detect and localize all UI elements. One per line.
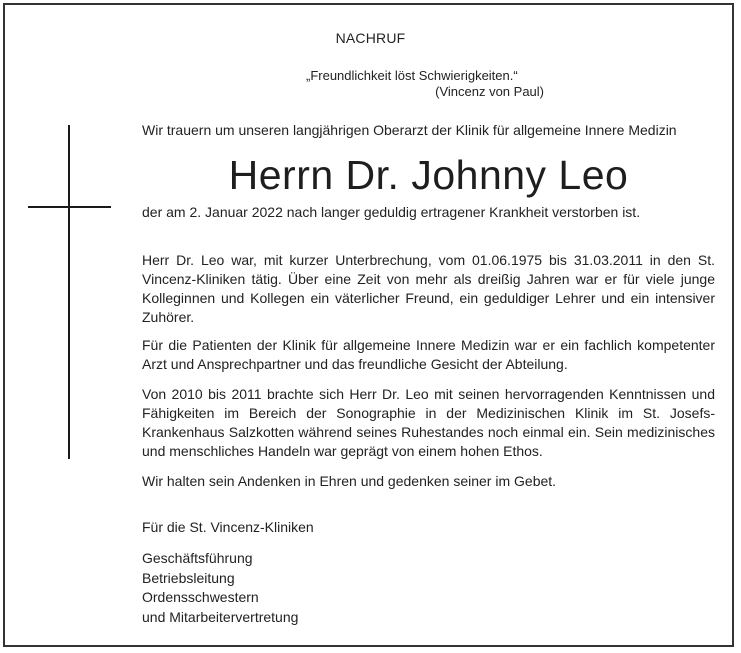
- deceased-name: Herrn Dr. Johnny Leo: [228, 152, 629, 198]
- cross-horizontal-bar: [28, 206, 111, 208]
- quote-text: „Freundlichkeit löst Schwierigkeiten.“: [306, 68, 518, 83]
- paragraph-sonography: Von 2010 bis 2011 brachte sich Herr Dr. Leo mit seinen hervorragenden Kenntnissen und Fähigkeiten im Bereich der Sonographie in der Medizinischen Klinik im St. Josefs-Krankenhaus Salzkotten während seines Ruhestandes noch einmal ein. Sein medizinisches und menschliches Handeln war geprägt von einem hohen Ethos.: [142, 386, 715, 459]
- intro-line: Wir trauern um unseren langjährigen Oberarzt der Klinik für allgemeine Innere Medizin: [142, 122, 677, 138]
- paragraph-career: Herr Dr. Leo war, mit kurzer Unterbrechung, vom 01.06.1975 bis 31.03.2011 in den St. Vincenz-Kliniken tätig. Über eine Zeit von mehr als dreißig Jahren war er für viele junge Kolleginnen und Kollegen ein väterlicher Freund, ein geduldiger Lehrer und ein intensiver Zuhörer.: [142, 252, 715, 325]
- paragraph-patients: Für die Patienten der Klinik für allgemeine Innere Medizin war er ein fachlich kompetenter Arzt und Ansprechpartner und das freundliche Gesicht der Abteilung.: [142, 337, 715, 372]
- signatory-item: Geschäftsführung: [142, 550, 253, 566]
- quote-block: [306, 68, 544, 100]
- signoff-line: Für die St. Vincenz-Kliniken: [142, 519, 314, 535]
- death-line: der am 2. Januar 2022 nach langer geduldig ertragener Krankheit verstorben ist.: [142, 204, 641, 220]
- signatories-list: [142, 549, 442, 627]
- notice-heading: NACHRUF: [335, 30, 406, 46]
- signatory-item: Betriebsleitung: [142, 569, 235, 586]
- signatory-item: und Mitarbeitervertretung: [142, 608, 299, 625]
- quote-author: (Vincenz von Paul): [435, 84, 544, 99]
- paragraph-remembrance: Wir halten sein Andenken in Ehren und gedenken seiner im Gebet.: [142, 473, 557, 489]
- cross-vertical-bar: [68, 125, 70, 459]
- signatory-item: Ordensschwestern: [142, 589, 259, 605]
